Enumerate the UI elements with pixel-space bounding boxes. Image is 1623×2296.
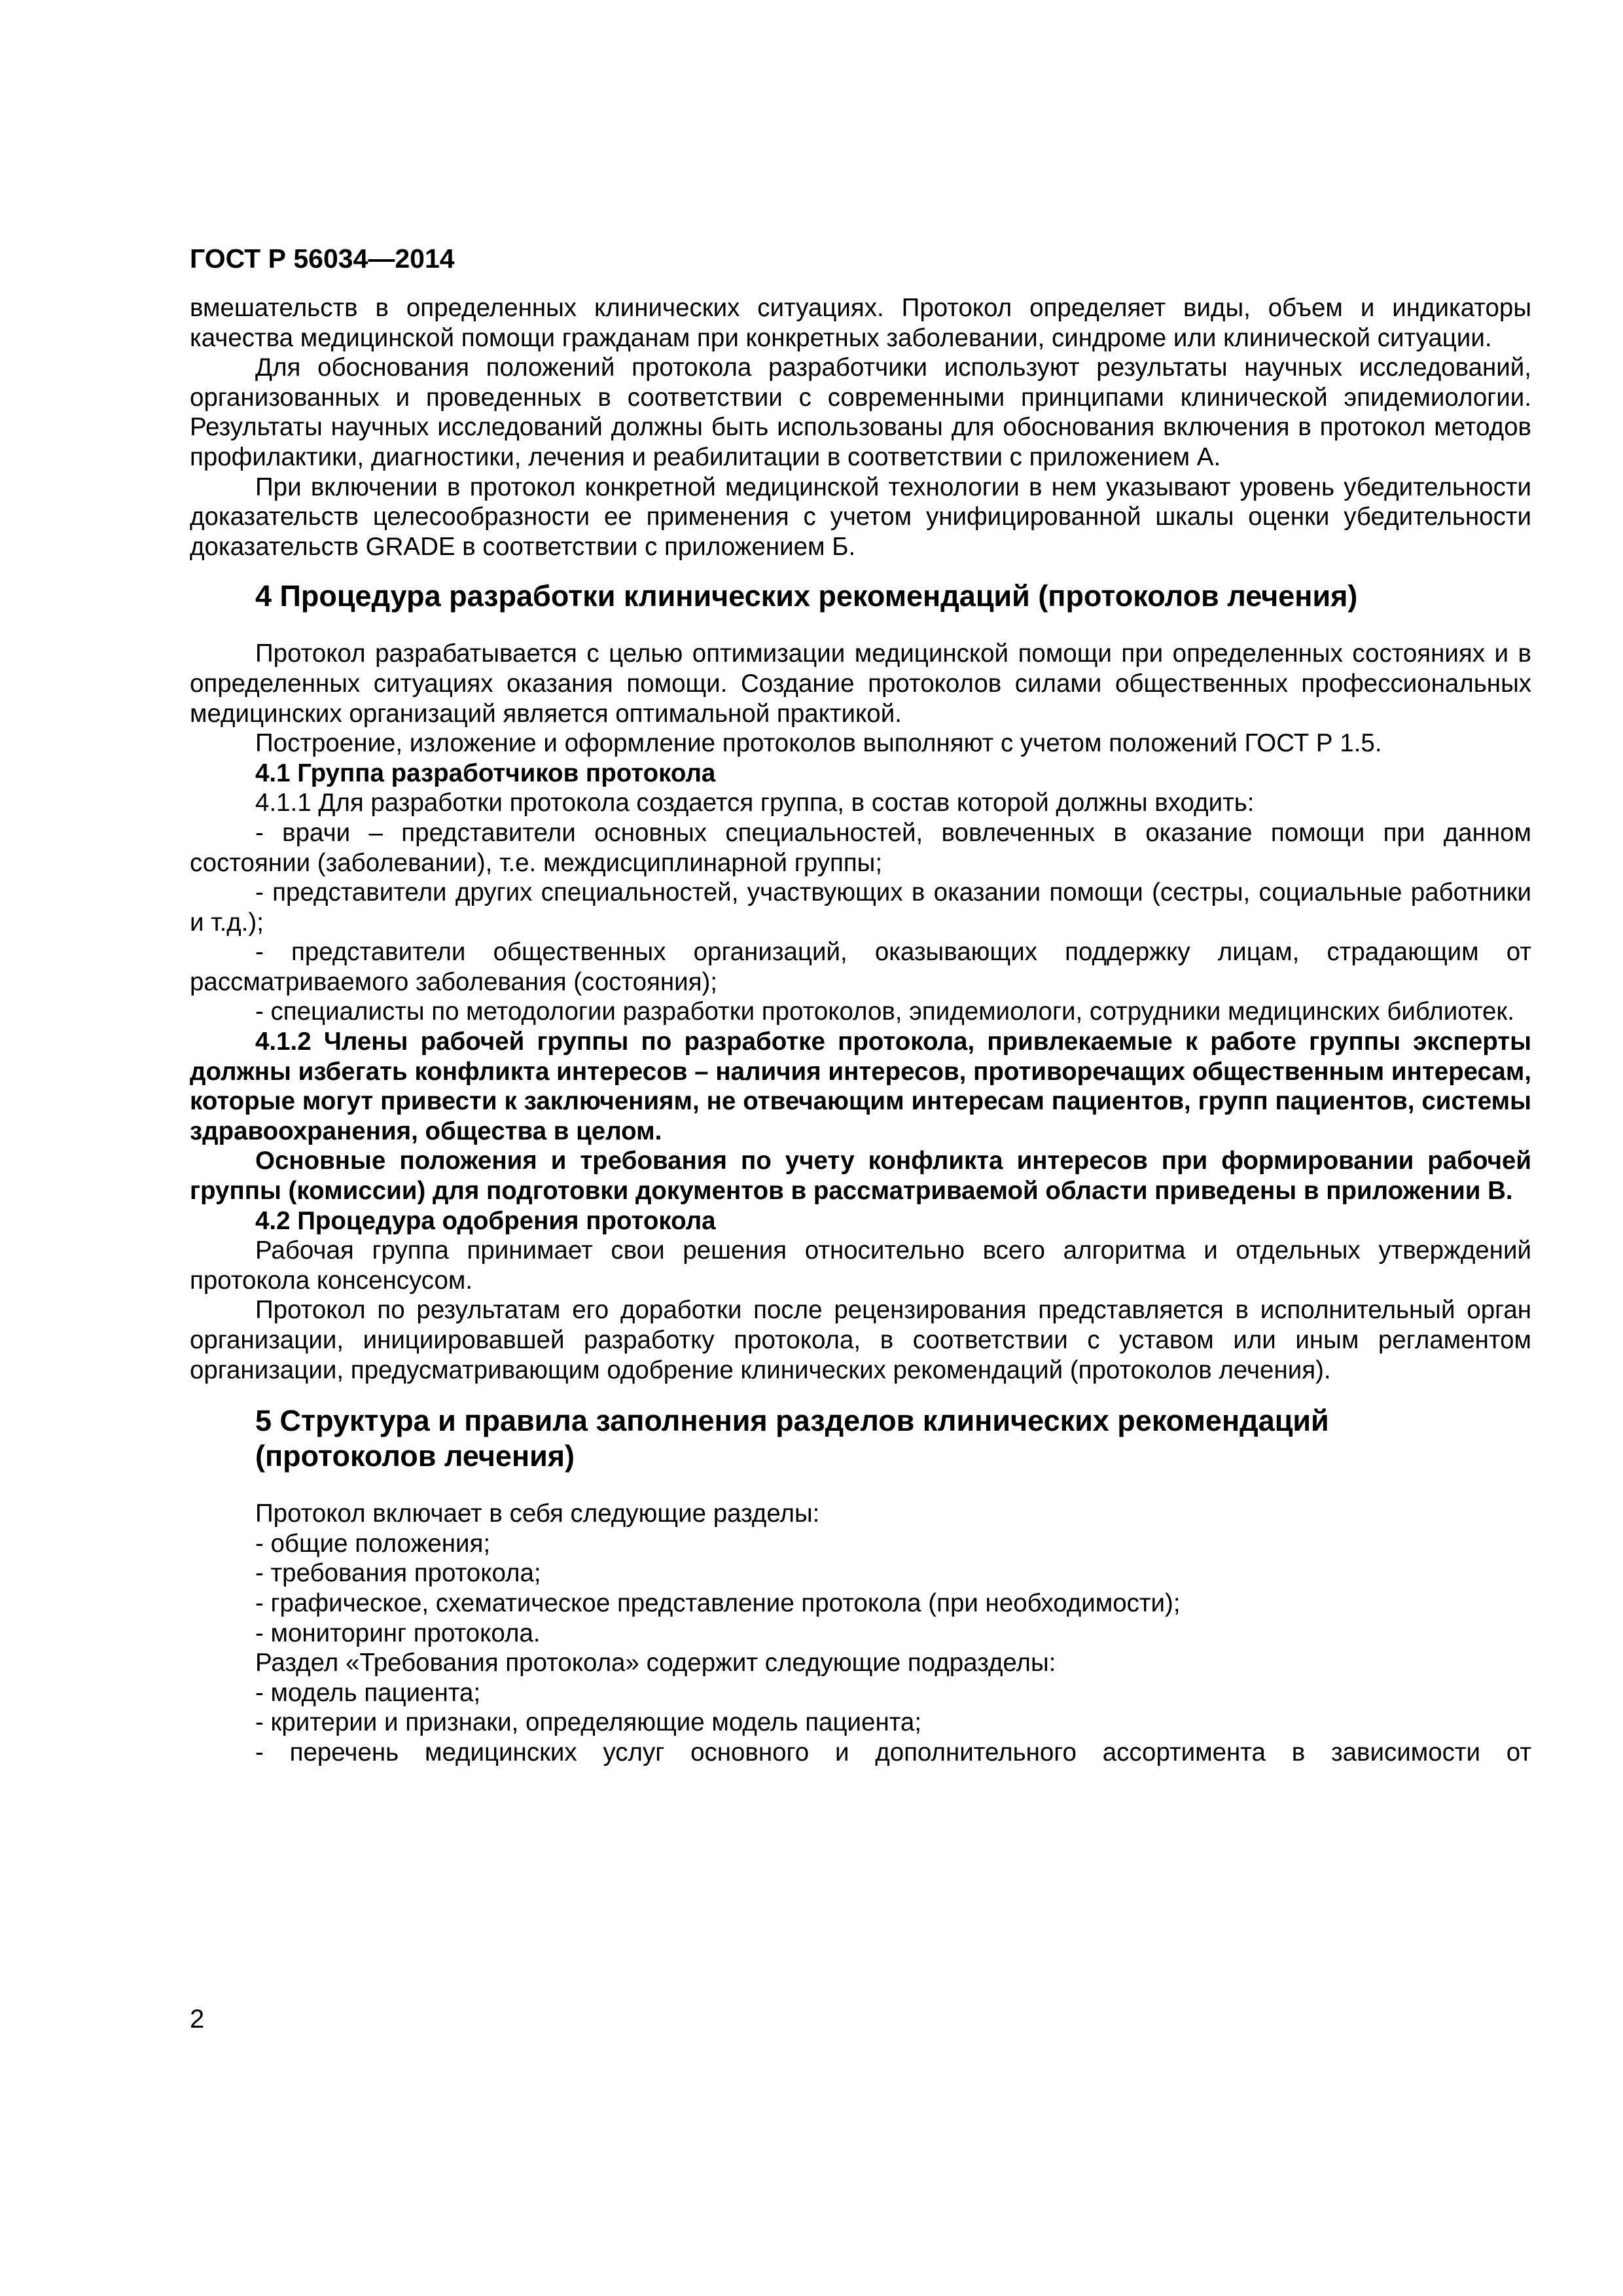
paragraph-conflict-appendix: Основные положения и требования по учету конфликта интересов при формировании рабочей группы (комиссии) для подготовки документов в рассматриваемой области приведены в приложении В. <box>190 1147 1531 1206</box>
list-item: - требования протокола; <box>255 1559 541 1588</box>
list-item: - мониторинг протокола. <box>255 1619 541 1647</box>
document-code-header: ГОСТ Р 56034—2014 <box>190 243 455 274</box>
page-number: 2 <box>190 2005 205 2034</box>
list-item: - представители общественных организаций, оказывающих поддержку лицам, страдающим от рассматриваемого заболевания (состояния); <box>190 938 1531 996</box>
subsection-4-1-title: 4.1 Группа разработчиков протокола <box>255 759 716 787</box>
list-item: - перечень медицинских услуг основного и дополнительного ассортимента в зависимости от <box>255 1738 1531 1767</box>
list-item: - модель пациента; <box>255 1678 481 1707</box>
list-item: - врачи – представители основных специальностей, вовлеченных в оказание помощи при данном состоянии (заболевании), т.е. междисциплинарной группы; <box>190 818 1531 877</box>
paragraph-approval: Протокол по результатам его доработки после рецензирования представляется в исполнительный орган организации, инициировавшей разработку протокола, в соответствии с уставом или иным регламентом организации, предусматривающим одобрение клинических рекомендаций (протоколов лечения). <box>190 1296 1531 1384</box>
paragraph-consensus: Рабочая группа принимает свои решения относительно всего алгоритма и отдельных утверждений протокола консенсусом. <box>190 1236 1531 1295</box>
paragraph-protocol-sections: Протокол включает в себя следующие разделы: <box>255 1499 820 1528</box>
paragraph-continuation: вмешательств в определенных клинических ситуациях. Протокол определяет виды, объем и индикаторы качества медицинской помощи гражданам при конкретных заболевании, синдроме или клинической ситуации. <box>190 294 1531 352</box>
paragraph-evidence-level: При включении в протокол конкретной медицинской технологии в нем указывают уровень убедительности доказательств целесообразности ее применения с учетом унифицированной шкалы оценки убедительности доказательств GRADE в соответствии с приложением Б. <box>190 473 1531 561</box>
section-5-title <box>190 1403 1531 1474</box>
paragraph-conflict-of-interest: 4.1.2 Члены рабочей группы по разработке протокола, привлекаемые к работе группы эксперты должны избегать конфликта интересов – наличия интересов, противоречащих общественным интересам, которые могут привести к заключениям, не отвечающим интересам пациентов, групп пациентов, системы здравоохранения, общества в целом. <box>190 1028 1531 1145</box>
section-4-title: 4 Процедура разработки клинических рекомендаций (протоколов лечения) <box>255 579 1358 613</box>
paragraph-protocol-purpose: Протокол разрабатывается с целью оптимизации медицинской помощи при определенных состояниях и в определенных ситуациях оказания помощи. Создание протоколов силами общественных профессиональных медицинских организаций является оптимальной практикой. <box>190 639 1531 728</box>
paragraph-requirements-subsections: Раздел «Требования протокола» содержит следующие подразделы: <box>255 1649 1056 1677</box>
paragraph-justification: Для обоснования положений протокола разработчики используют результаты научных исследований, организованных и проведенных в соответствии с современными принципами клинической эпидемиологии. Результаты научных исследований должны быть использованы для обоснования включения в протокол методов профилактики, диагностики, лечения и реабилитации в соответствии с приложением А. <box>190 353 1531 471</box>
section-5-title-line2: (протоколов лечения) <box>255 1439 575 1473</box>
document-body <box>190 293 1531 1768</box>
section-5-title-line1: 5 Структура и правила заполнения разделов клинических рекомендаций <box>255 1404 1329 1438</box>
paragraph-group-composition: 4.1.1 Для разработки протокола создается группа, в состав которой должны входить: <box>255 789 1255 817</box>
subsection-4-2-title: 4.2 Процедура одобрения протокола <box>255 1206 716 1235</box>
paragraph-protocol-format: Построение, изложение и оформление протоколов выполняют с учетом положений ГОСТ Р 1.5. <box>255 729 1382 758</box>
list-item: - общие положения; <box>255 1529 491 1558</box>
list-item: - критерии и признаки, определяющие модель пациента; <box>255 1708 922 1737</box>
list-item: - специалисты по методологии разработки протоколов, эпидемиологи, сотрудники медицинских библиотек. <box>255 997 1514 1026</box>
list-item: - графическое, схематическое представление протокола (при необходимости); <box>255 1588 1181 1617</box>
list-item: - представители других специальностей, участвующих в оказании помощи (сестры, социальные работники и т.д.); <box>190 878 1531 937</box>
